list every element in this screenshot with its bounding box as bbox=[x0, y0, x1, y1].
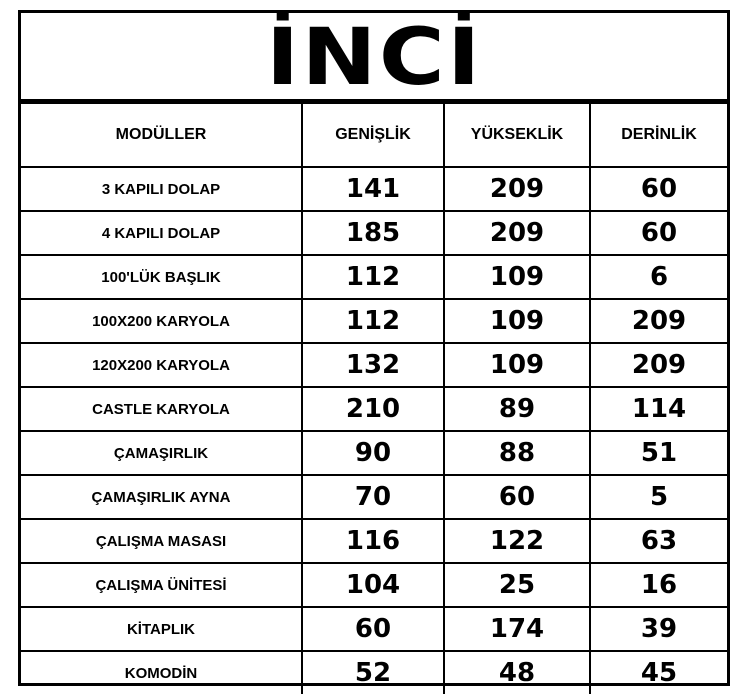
width-cell: 185 bbox=[302, 211, 444, 255]
dimensions-table bbox=[21, 102, 727, 694]
module-name-cell: KİTAPLIK bbox=[21, 607, 302, 651]
depth-cell: 63 bbox=[590, 519, 727, 563]
width-cell: 112 bbox=[302, 255, 444, 299]
table-row bbox=[21, 343, 727, 387]
depth-cell: 114 bbox=[590, 387, 727, 431]
module-name-cell: ÇAMAŞIRLIK bbox=[21, 431, 302, 475]
height-cell: 174 bbox=[444, 607, 590, 651]
title-row bbox=[21, 13, 727, 102]
width-cell: 141 bbox=[302, 167, 444, 211]
depth-cell: 60 bbox=[590, 211, 727, 255]
table-row bbox=[21, 211, 727, 255]
module-name-cell: 120X200 KARYOLA bbox=[21, 343, 302, 387]
module-name-cell: 3 KAPILI DOLAP bbox=[21, 167, 302, 211]
depth-cell: 209 bbox=[590, 299, 727, 343]
table-row bbox=[21, 167, 727, 211]
column-header-modules: MODÜLLER bbox=[21, 103, 302, 167]
table-row bbox=[21, 651, 727, 694]
module-name-cell: 4 KAPILI DOLAP bbox=[21, 211, 302, 255]
depth-cell: 5 bbox=[590, 475, 727, 519]
height-cell: 209 bbox=[444, 167, 590, 211]
height-cell: 60 bbox=[444, 475, 590, 519]
width-cell: 210 bbox=[302, 387, 444, 431]
depth-cell: 6 bbox=[590, 255, 727, 299]
table-row bbox=[21, 299, 727, 343]
width-cell: 90 bbox=[302, 431, 444, 475]
table-row bbox=[21, 255, 727, 299]
module-name-cell: CASTLE KARYOLA bbox=[21, 387, 302, 431]
table-row bbox=[21, 607, 727, 651]
depth-cell: 209 bbox=[590, 343, 727, 387]
module-name-cell: 100X200 KARYOLA bbox=[21, 299, 302, 343]
depth-cell: 60 bbox=[590, 167, 727, 211]
module-name-cell: ÇAMAŞIRLIK AYNA bbox=[21, 475, 302, 519]
table-row bbox=[21, 563, 727, 607]
height-cell: 109 bbox=[444, 255, 590, 299]
depth-cell: 45 bbox=[590, 651, 727, 694]
height-cell: 109 bbox=[444, 299, 590, 343]
module-name-cell: KOMODİN bbox=[21, 651, 302, 694]
dimension-sheet bbox=[18, 10, 730, 686]
table-row bbox=[21, 475, 727, 519]
depth-cell: 16 bbox=[590, 563, 727, 607]
table-row bbox=[21, 431, 727, 475]
table-row bbox=[21, 387, 727, 431]
width-cell: 60 bbox=[302, 607, 444, 651]
height-cell: 48 bbox=[444, 651, 590, 694]
width-cell: 116 bbox=[302, 519, 444, 563]
height-cell: 88 bbox=[444, 431, 590, 475]
column-header-height: YÜKSEKLİK bbox=[444, 103, 590, 167]
table-row bbox=[21, 519, 727, 563]
width-cell: 70 bbox=[302, 475, 444, 519]
depth-cell: 51 bbox=[590, 431, 727, 475]
column-header-width: GENİŞLİK bbox=[302, 103, 444, 167]
module-name-cell: 100'LÜK BAŞLIK bbox=[21, 255, 302, 299]
height-cell: 122 bbox=[444, 519, 590, 563]
height-cell: 25 bbox=[444, 563, 590, 607]
module-name-cell: ÇALIŞMA ÜNİTESİ bbox=[21, 563, 302, 607]
module-name-cell: ÇALIŞMA MASASI bbox=[21, 519, 302, 563]
height-cell: 109 bbox=[444, 343, 590, 387]
width-cell: 52 bbox=[302, 651, 444, 694]
header-row bbox=[21, 103, 727, 167]
page-title: İNCİ bbox=[265, 13, 483, 103]
depth-cell: 39 bbox=[590, 607, 727, 651]
width-cell: 112 bbox=[302, 299, 444, 343]
height-cell: 209 bbox=[444, 211, 590, 255]
width-cell: 132 bbox=[302, 343, 444, 387]
column-header-depth: DERİNLİK bbox=[590, 103, 727, 167]
width-cell: 104 bbox=[302, 563, 444, 607]
height-cell: 89 bbox=[444, 387, 590, 431]
